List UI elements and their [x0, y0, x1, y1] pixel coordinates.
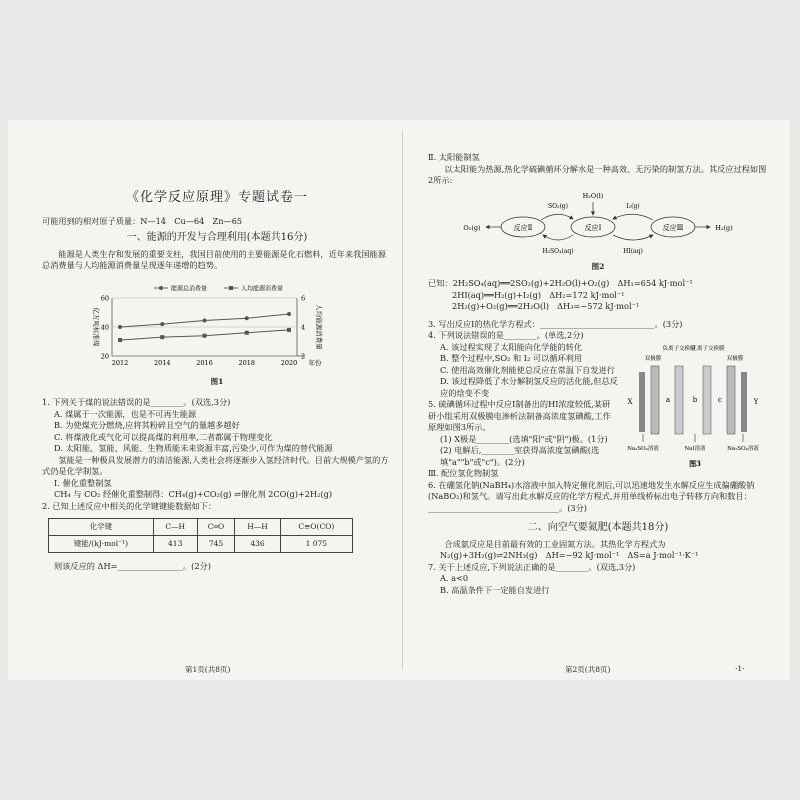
y-tick-label-right: 6: [301, 294, 306, 302]
data-point: [245, 330, 249, 334]
x-tick-label: 2014: [153, 358, 171, 367]
electrodialysis-diagram: [623, 342, 763, 472]
page-title: 《化学反应原理》专题试卷一: [125, 190, 308, 205]
q1-option-b: B. 为使煤充分燃烧,应将其粉碎且空气的量越多越好: [54, 420, 240, 430]
table-header: C═O: [197, 519, 235, 536]
y-tick-label-left: 40: [100, 323, 109, 331]
y-electrode: [741, 372, 747, 432]
cation-membrane: [703, 366, 711, 434]
figure1-caption: 图1: [210, 376, 224, 386]
known-eq-2: 2HI(aq)══H₂(g)+I₂(g) ΔH₂=172 kJ·mol⁻¹: [452, 289, 625, 300]
q4-option-a: A. 该过程实现了太阳能向化学能的转化: [440, 341, 583, 352]
q5-part2: (2) 电解后,________室获得高浓度氢碘酸(选填"a""b"或"c")。(2分): [440, 445, 600, 467]
haber-equation: N₂(g)+3H₂(g)⇌2NH₃(g) ΔH=−92 kJ·mol⁻¹ ΔS=a J·mol⁻¹·K⁻¹: [440, 550, 699, 560]
legend-label: 能源总消费量: [171, 285, 208, 292]
x-label: X: [627, 397, 633, 406]
table-cell: 745: [197, 536, 235, 553]
q7-option-b: B. 高温条件下一定能自发进行: [440, 584, 550, 595]
section1-heading: 一、能源的开发与合理利用(本题共16分): [126, 232, 308, 243]
membrane-label: 双极膜: [726, 355, 744, 362]
reaction1-label: 反应Ⅰ: [584, 223, 602, 232]
table-cell: 1 075: [280, 536, 352, 553]
y-tick-label-right: 2: [301, 352, 306, 360]
subsection-3: Ⅲ. 配位氢化物制氢: [428, 468, 499, 478]
table-header: C—H: [153, 519, 197, 536]
data-point: [203, 318, 207, 322]
y-tick-label-right: 4: [301, 323, 306, 331]
known-eq-3: 2H₂(g)+O₂(g)══2H₂O(l) ΔH₃=−572 kJ·mol⁻¹: [452, 301, 640, 311]
y-axis-label-right: 人均能源消费量: [315, 303, 323, 350]
x-tick-label: 2016: [196, 358, 213, 367]
table-header: H—H: [235, 519, 280, 536]
q1-option-a: A. 煤属于一次能源，也是不可再生能源: [54, 408, 197, 419]
data-point: [287, 311, 291, 315]
y-axis-label-left: 亿万吨标准煤: [92, 307, 100, 346]
bond-energy-table: [48, 518, 353, 553]
reaction3-label: 反应Ⅲ: [662, 223, 684, 232]
energy-intro: 能源是人类生存和发展的重要支柱，我国目前使用的主要能源是化石燃料，近年来我国能源总消费量与人均能源消费量呈现逐年递增的趋势。: [42, 248, 386, 270]
table-header: C≡O(CO): [280, 519, 352, 536]
left-footer: 第1页(共8页): [185, 665, 231, 674]
x-electrode: [639, 372, 645, 432]
membrane-label: 负离子交换膜: [662, 345, 696, 352]
sulfur-iodine-cycle-diagram: [428, 189, 758, 261]
legend-marker: [159, 286, 163, 290]
h2so4-arrow: [543, 235, 573, 240]
data-point: [287, 327, 291, 331]
data-point: [160, 322, 164, 326]
q2-answer-line: 则该反应的 ΔH=________________。(2分): [54, 561, 211, 571]
inlet-lines: [643, 434, 743, 442]
solar-intro: 以太阳能为热源,热化学硫碘循环分解水是一种高效、无污染的制氢方法。其反应过程如图2所示:: [428, 163, 767, 185]
table-row: [49, 536, 353, 553]
atomic-masses: 可能用到的相对原子质量：N—14 Cu—64 Zn—65: [42, 215, 243, 226]
i2-arrow: [613, 214, 653, 220]
membrane-label: 双极膜: [644, 355, 662, 362]
question-1: 1. 下列关于煤的说法错误的是________。(双选,3分): [42, 397, 231, 407]
legend-label: 人均能源消费量: [241, 285, 284, 292]
q4-option-b: B. 整个过程中,SO₂ 和 I₂ 可以循环利用: [440, 353, 583, 363]
table-cell: 键能/(kJ·mol⁻¹): [49, 536, 154, 553]
question-2: 2. 已知上述反应中相关的化学键键能数据如下：: [42, 500, 217, 511]
q1-option-c: C. 将煤液化或气化可以提高煤的利用率,二者都属于物理变化: [54, 431, 273, 442]
table-header: 化学键: [49, 519, 154, 536]
energy-chart: [42, 276, 372, 376]
solution-label: NaI溶液: [684, 445, 706, 452]
x-tick-label: 2020: [280, 358, 298, 367]
hydrogen-intro: 氢能是一种极具发展潜力的清洁能源,人类社会将逐渐步入氢经济时代。目前大规模产氢的方式仍是化学制氢。: [42, 454, 389, 476]
x-axis-label: 年份: [308, 358, 322, 367]
table-cell: 436: [235, 536, 280, 553]
right-footer: 第2页(共8页): [565, 665, 611, 674]
bipolar-membrane: [651, 366, 659, 434]
water-label: H₂O(l): [582, 191, 604, 200]
haber-intro: 合成氨反应是目前最有效的工业固氮方法。其热化学方程式为: [444, 538, 666, 549]
data-point: [245, 316, 249, 320]
question-4: 4. 下列说法错误的是________。(单选,2分): [428, 330, 584, 340]
subsection-1: Ⅰ. 催化重整制氢: [54, 477, 112, 488]
question-5: 5. 硫碘循环过程中反应Ⅰ制备出的HI浓度较低,某研研小组采用双极膜电渗析法制备高浓度氢碘酸,工作原理如图3所示。: [428, 399, 611, 432]
q5-part1: (1) X极是________(选填"阳"或"阴")极。(1分): [440, 433, 608, 444]
question-6: 6. 在硼氢化钠(NaBH₄)水溶液中加入特定催化剂后,可以迅速地发生水解反应生成偏硼酸钠(NaBO₂)和氢气。请写出此水解反应的化学方程式,并用单线桥标出电子转移方向和数目：________________________________。(3分): [428, 479, 755, 513]
data-point: [118, 338, 122, 342]
x-tick-label: 2012: [111, 358, 129, 367]
legend-marker: [229, 286, 233, 290]
data-point: [160, 335, 164, 339]
chamber-b-label: b: [692, 395, 698, 404]
hi-label: HI(aq): [623, 247, 643, 255]
q7-option-a: A. a<0: [440, 573, 469, 583]
solution-label: Na₂SO₄溶液: [627, 445, 659, 452]
page-mark: ·1·: [735, 664, 745, 673]
known-eq-1: 已知：2H₂SO₄(aq)══2SO₂(g)+2H₂O(l)+O₂(g) ΔH₁=654 kJ·mol⁻¹: [428, 278, 693, 288]
q4-option-c: C. 使用高效催化剂能使总反应在常温下自发进行: [440, 364, 615, 375]
i2-label: I₂(g): [626, 202, 640, 210]
left-column: [42, 130, 392, 573]
reaction2-label: 反应Ⅱ: [513, 223, 533, 232]
solution-label: Na₂SO₄溶液: [727, 445, 759, 452]
q4-option-d: D. 该过程降低了水分解制氢反应的活化能,但总反应的焓变不变: [440, 376, 618, 398]
right-column: [428, 152, 768, 596]
h2-label: H₂(g): [715, 223, 733, 232]
question-3: 3. 写出反应Ⅰ的热化学方程式：____________________________。(3分): [428, 318, 683, 329]
so2-label: SO₂(g): [548, 202, 568, 210]
h2so4-label: H₂SO₄(aq): [542, 247, 574, 255]
figure2-caption: 图2: [591, 261, 605, 271]
q1-option-d: D. 太阳能、氢能、风能、生物质能未来资源丰富,污染少,可作为煤的替代能源: [54, 443, 333, 453]
y-tick-label-left: 60: [100, 294, 109, 302]
membrane-label: 正离子交换膜: [691, 345, 725, 352]
section2-heading: 二、向空气要氮肥(本题共18分): [527, 522, 669, 533]
figure3-caption: 图3: [689, 458, 701, 468]
so2-arrow: [541, 214, 573, 220]
column-divider: [402, 130, 403, 670]
data-point: [118, 325, 122, 329]
data-point: [203, 333, 207, 337]
chamber-a-label: a: [665, 395, 671, 404]
question-7: 7. 关于上述反应,下列说法正确的是________。(双选,3分): [428, 561, 636, 572]
table-cell: 413: [153, 536, 197, 553]
table-header-row: [49, 519, 353, 536]
x-tick-label: 2018: [238, 358, 256, 367]
subsection-2: Ⅱ. 太阳能制氢: [428, 152, 480, 162]
o2-label: O₂(g): [463, 223, 481, 232]
anion-membrane: [675, 366, 683, 434]
reforming-equation: CH₄ 与 CO₂ 经催化重整制得：CH₄(g)+CO₂(g) ⇌催化剂 2CO(g)+2H₂(g): [54, 489, 333, 499]
chamber-c-label: c: [718, 395, 722, 404]
bipolar-membrane: [727, 366, 735, 434]
y-tick-label-left: 20: [100, 352, 109, 360]
hi-arrow: [613, 235, 653, 240]
y-label: Y: [753, 397, 759, 406]
